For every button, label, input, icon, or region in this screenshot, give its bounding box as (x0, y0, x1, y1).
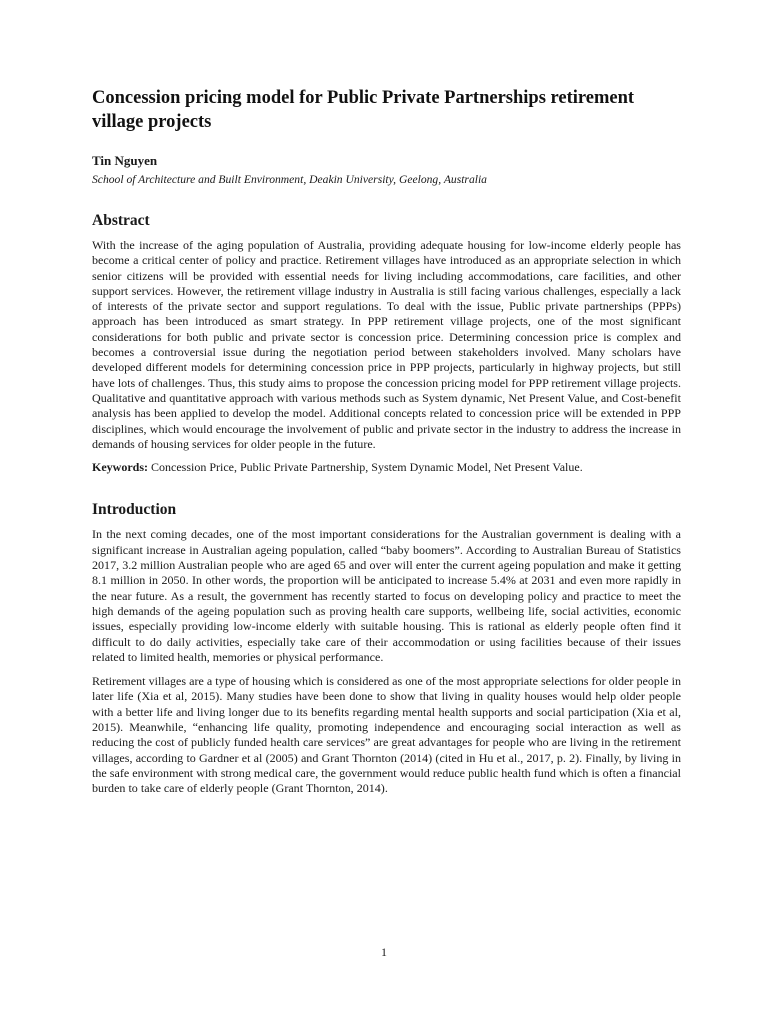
intro-paragraph-2: Retirement villages are a type of housing which is considered as one of the most appropriate selections for older people in later life (Xia et al, 2015). Many studies have been done to show that living in quality houses would help older people with a better life and living longer due to its benefits regarding mental health supports and social participation (Xia et al, 2015). Meanwhile, “enhancing life quality, promoting independence and encouraging social interaction as well as reducing the cost of publicly funded health care services” are great advantages for people who are living in the retirement villages, according to Gardner et al (2005) and Grant Thornton (2014) (cited in Hu et al., 2017, p. 2). Finally, by living in the safe environment with strong medical care, the government would reduce public health fund which is often a financial burden to take care of elderly people (Grant Thornton, 2014). (92, 674, 681, 796)
paper-title: Concession pricing model for Public Private Partnerships retirement village projects (92, 88, 635, 132)
author-affiliation: School of Architecture and Built Environment, Deakin University, Geelong, Australia (92, 173, 487, 186)
keywords-label: Keywords: (92, 460, 148, 475)
keywords-text: Concession Price, Public Private Partnership, System Dynamic Model, Net Present Value. (148, 460, 583, 475)
abstract-text: With the increase of the aging population of Australia, providing adequate housing for low-income elderly people has become a critical center of policy and practice. Retirement villages have introduced as an appropriate selection in which senior citizens will be provided with essential needs for living including accommodations, care facilities, and other support services. However, the retirement village industry in Australia is still facing various challenges, especially a lack of interests of the private sector and support regulations. To deal with the issue, Public private partnerships (PPPs) approach has been introduced as smart strategy. In PPP retirement village projects, one of the most significant considerations for both public and private sector is concession price. Determining concession price is complex and becomes a controversial issue during the negotiation period between stakeholders involved. Many scholars have developed different models for determining concession price in PPP projects, particularly in highway projects, but still have lots of challenges. Thus, this study aims to propose the concession pricing model for PPP retirement village projects. Qualitative and quantitative approach with various methods such as System dynamic, Net Present Value, and Cost-benefit analysis has been applied to develop the model. Additional concepts related to concession price will be extended in PPP disciplines, which would encourage the involvement of public and private sector in the industry to address the increase in demands of housing services for older people in the future. (92, 238, 681, 451)
abstract-heading: Abstract (92, 212, 150, 229)
paper-page (92, 86, 681, 797)
page-number: 1 (381, 945, 387, 959)
author-name: Tin Nguyen (92, 153, 158, 168)
introduction-heading: Introduction (92, 501, 177, 519)
intro-paragraph-1: In the next coming decades, one of the most important considerations for the Australian government is dealing with a significant increase in Australian ageing population, called “baby boomers”. According to Australian Bureau of Statistics 2017, 3.2 million Australian people who are aged 65 and over will enter the current ageing population and make it getting 8.1 million in 2050. In other words, the proportion will be anticipated to increase 5.4% at 2031 and even more rapidly in the near future. As a result, the government has recently started to focus on developing policy and practice to meet the high demands of the ageing population such as proving health care supports, wellbeing life, social activities, economic issues, especially providing low-income elderly with suitable housing. This is rational as elderly people often find it difficult to do daily activities, especially take care of their accommodation or using facilities because of their issues related to limited health, memories or physical performance. (92, 527, 681, 664)
keywords (92, 460, 681, 475)
